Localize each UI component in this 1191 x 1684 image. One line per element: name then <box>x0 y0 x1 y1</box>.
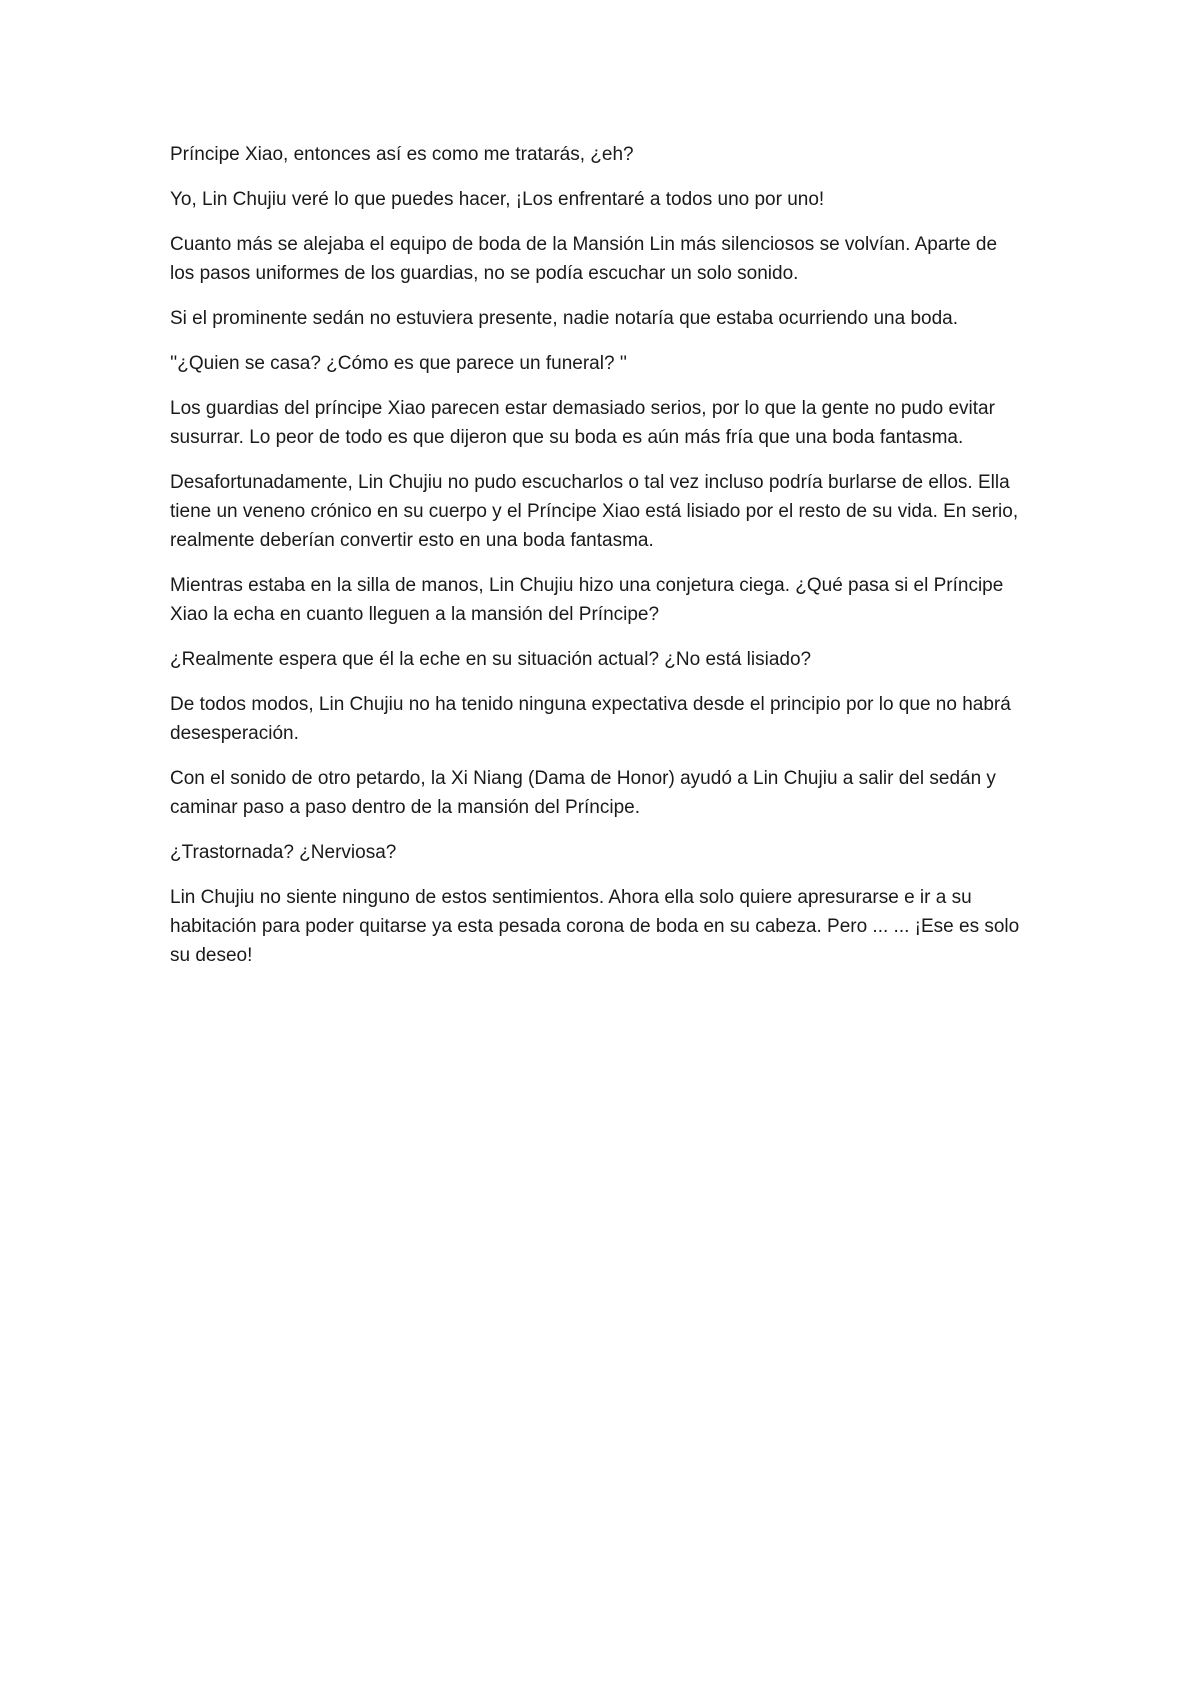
paragraph: Mientras estaba en la silla de manos, Lin Chujiu hizo una conjetura ciega. ¿Qué pasa si el Príncipe Xiao la echa en cuanto lleguen a la mansión del Príncipe? <box>170 575 1004 625</box>
paragraph: Desafortunadamente, Lin Chujiu no pudo escucharlos o tal vez incluso podría burlarse de ellos. Ella tiene un veneno crónico en su cuerpo y el Príncipe Xiao está lisiado por el resto de su vida. En serio, realmente deberían convertir esto en una boda fantasma. <box>170 472 1019 551</box>
paragraph: Yo, Lin Chujiu veré lo que puedes hacer, ¡Los enfrentaré a todos uno por uno! <box>170 189 825 210</box>
paragraph: Los guardias del príncipe Xiao parecen estar demasiado serios, por lo que la gente no pudo evitar susurrar. Lo peor de todo es que dijeron que su boda es aún más fría que una boda fantasma. <box>170 398 995 448</box>
paragraph: ''¿Quien se casa? ¿Cómo es que parece un funeral? '' <box>170 353 628 374</box>
paragraph: Cuanto más se alejaba el equipo de boda de la Mansión Lin más silenciosos se volvían. Aparte de los pasos uniformes de los guardias, no se podía escuchar un solo sonido. <box>170 234 998 284</box>
paragraph: ¿Realmente espera que él la eche en su situación actual? ¿No está lisiado? <box>170 649 812 670</box>
paragraph: ¿Trastornada? ¿Nerviosa? <box>170 842 397 863</box>
document-body <box>170 140 1020 986</box>
paragraph: Príncipe Xiao, entonces así es como me tratarás, ¿eh? <box>170 144 634 165</box>
paragraph: Con el sonido de otro petardo, la Xi Niang (Dama de Honor) ayudó a Lin Chujiu a salir del sedán y caminar paso a paso dentro de la mansión del Príncipe. <box>170 768 996 818</box>
paragraph: Si el prominente sedán no estuviera presente, nadie notaría que estaba ocurriendo una boda. <box>170 308 958 329</box>
paragraph: Lin Chujiu no siente ninguno de estos sentimientos. Ahora ella solo quiere apresurarse e ir a su habitación para poder quitarse ya esta pesada corona de boda en su cabeza. Pero ... ... ¡Ese es solo su deseo! <box>170 887 1020 966</box>
paragraph: De todos modos, Lin Chujiu no ha tenido ninguna expectativa desde el principio por lo que no habrá desesperación. <box>170 694 1011 744</box>
